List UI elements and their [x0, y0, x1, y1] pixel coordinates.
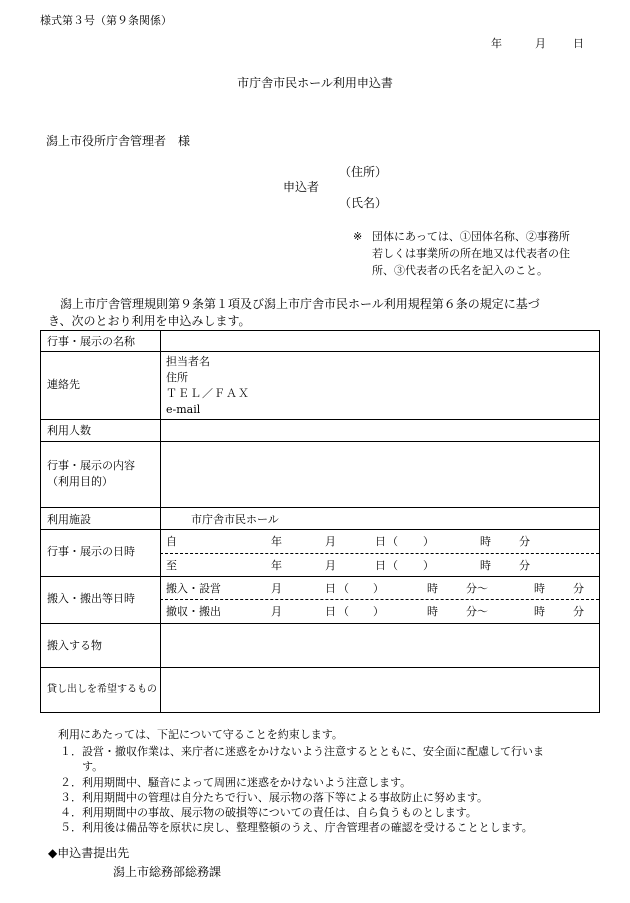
- event-name-field[interactable]: [161, 332, 599, 350]
- date-line: [491, 37, 584, 51]
- note-mark: ※: [353, 230, 363, 243]
- attendees-label: 利用人数: [47, 424, 91, 437]
- move-out-label: 撤収・搬出: [166, 605, 221, 618]
- move-in-month-unit: 月: [271, 582, 282, 595]
- event-datetime-label: 行事・展示の日時: [47, 545, 135, 558]
- row-divider: [41, 507, 599, 508]
- rule-text: 利用期間中の管理は自分たちで行い、展示物の落下等による事故防止に努めます。: [82, 791, 489, 804]
- pledge-intro: 利用にあたっては、下記について守ることを約束します。: [58, 728, 343, 741]
- document-title: 市庁舎市民ホール利用申込書: [237, 76, 393, 90]
- addressee: 潟上市役所庁舎管理者 様: [46, 134, 191, 148]
- rule-item-2: [60, 776, 411, 790]
- note-line: 若しくは事業所の所在地又は代表者の住: [372, 247, 570, 260]
- move-out-day-unit: 日: [325, 605, 336, 618]
- contact-label: 連絡先: [47, 378, 80, 391]
- date-year-unit: 年: [491, 37, 502, 50]
- rule-text: 利用期間中、騒音によって周囲に迷惑をかけないよう注意します。: [82, 776, 412, 789]
- move-in-weekday-open: （: [338, 582, 349, 595]
- rule-number: ２．: [60, 776, 82, 789]
- to-year-unit: 年: [271, 559, 282, 572]
- rule-item-3: [60, 791, 488, 805]
- rental-field[interactable]: [161, 668, 599, 712]
- date-month-unit: 月: [535, 37, 546, 50]
- move-out-end-hour-unit: 時: [534, 605, 545, 618]
- move-out-month-unit: 月: [271, 605, 282, 618]
- from-month-unit: 月: [325, 535, 336, 548]
- content-label: 行事・展示の内容: [47, 459, 135, 472]
- rental-label: 貸し出しを希望するもの: [47, 684, 157, 695]
- from-weekday-open: （: [387, 535, 398, 548]
- attendees-field[interactable]: [161, 420, 599, 440]
- row-dashed-divider: [160, 553, 599, 554]
- purpose-label: （利用目的）: [47, 475, 113, 488]
- rule-number: ４．: [60, 806, 82, 819]
- rule-text: 設営・撤収作業は、来庁者に迷惑をかけないよう注意するとともに、安全面に配慮して行いま: [82, 745, 544, 758]
- applicant-label: 申込者: [283, 180, 320, 194]
- contact-email-label: e-mail: [166, 403, 201, 416]
- to-minute-unit: 分: [519, 559, 530, 572]
- to-hour-unit: 時: [480, 559, 491, 572]
- items-in-field[interactable]: [161, 624, 599, 666]
- note-line: 所、③代表者の氏名を記入のこと。: [372, 264, 548, 277]
- to-month-unit: 月: [325, 559, 336, 572]
- rule-item-5: [60, 821, 533, 835]
- contact-address-label: 住所: [166, 371, 188, 384]
- event-name-label: 行事・展示の名称: [47, 335, 135, 348]
- submission-department: 潟上市総務部総務課: [113, 865, 222, 879]
- rule-item-1-cont: す。: [82, 760, 104, 773]
- rule-text: 利用後は備品等を原状に戻し、整理整頓のうえ、庁舎管理者の確認を受けることとします。: [82, 821, 533, 834]
- rule-item-1: [60, 745, 544, 759]
- facility-value: 市庁舎市民ホール: [191, 513, 279, 526]
- from-year-unit: 年: [271, 535, 282, 548]
- row-dashed-divider: [160, 599, 599, 600]
- contact-tel-fax-label: ＴＥＬ／ＦＡＸ: [166, 387, 250, 400]
- from-day-unit: 日: [375, 535, 386, 548]
- row-divider: [41, 529, 599, 530]
- move-in-label: 搬入・設営: [166, 582, 221, 595]
- note-line: 団体にあっては、①団体名称、②事務所: [372, 230, 570, 243]
- from-weekday-close: ）: [423, 535, 434, 548]
- rule-item-4: [60, 806, 477, 820]
- from-minute-unit: 分: [519, 535, 530, 548]
- date-day-unit: 日: [573, 37, 584, 50]
- to-weekday-close: ）: [423, 559, 434, 572]
- move-datetime-label: 搬入・搬出等日時: [47, 592, 135, 605]
- to-weekday-open: （: [387, 559, 398, 572]
- move-in-weekday-close: ）: [373, 582, 384, 595]
- intro-line: 潟上市庁舎管理規則第９条第１項及び潟上市庁舎市民ホール利用規程第６条の規定に基づ: [60, 297, 540, 311]
- rule-number: ３．: [60, 791, 82, 804]
- from-hour-unit: 時: [480, 535, 491, 548]
- contact-person-label: 担当者名: [166, 355, 210, 368]
- row-divider: [41, 576, 599, 577]
- submission-heading: ◆申込書提出先: [48, 846, 130, 860]
- from-label: 自: [166, 535, 177, 548]
- move-in-end-minute-unit: 分: [573, 582, 584, 595]
- intro-line: き、次のとおり利用を申込みします。: [48, 314, 251, 328]
- move-out-weekday-open: （: [338, 605, 349, 618]
- move-in-hour-unit: 時: [427, 582, 438, 595]
- move-out-end-minute-unit: 分: [573, 605, 584, 618]
- rule-number: ５．: [60, 821, 82, 834]
- applicant-name-label: （氏名）: [339, 196, 388, 210]
- move-out-weekday-close: ）: [373, 605, 384, 618]
- application-form-table: [40, 330, 600, 713]
- facility-label: 利用施設: [47, 513, 91, 526]
- move-out-hour-unit: 時: [427, 605, 438, 618]
- move-in-minute-tilde: 分～: [466, 582, 488, 595]
- move-in-day-unit: 日: [325, 582, 336, 595]
- move-out-minute-tilde: 分～: [466, 605, 488, 618]
- to-label: 至: [166, 559, 177, 572]
- row-divider: [41, 351, 599, 352]
- rule-number: １．: [60, 745, 82, 758]
- rule-text: 利用期間中の事故、展示物の破損等についての責任は、自ら負うものとします。: [82, 806, 477, 819]
- to-day-unit: 日: [375, 559, 386, 572]
- items-in-label: 搬入する物: [47, 639, 102, 652]
- form-number: 様式第３号（第９条関係）: [40, 14, 172, 27]
- move-in-end-hour-unit: 時: [534, 582, 545, 595]
- applicant-address-label: （住所）: [339, 165, 388, 179]
- content-field[interactable]: [161, 442, 599, 506]
